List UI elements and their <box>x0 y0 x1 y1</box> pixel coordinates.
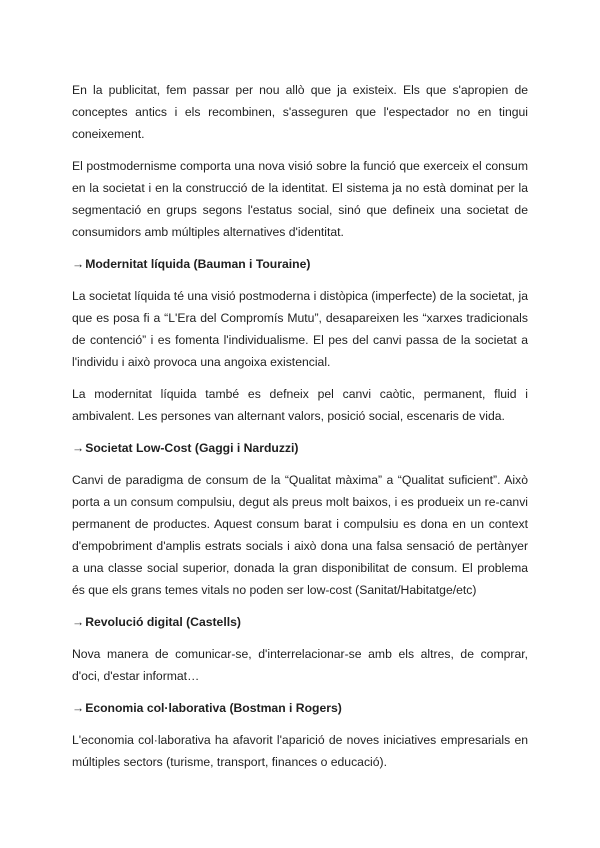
economia-collaborativa-paragraph: L'economia col·laborativa ha afavorit l'aparició de noves iniciatives empresarials en múltiples sectors (turisme, transport, finances o educació). <box>72 733 528 769</box>
section-heading-revolucio-digital <box>72 611 528 633</box>
arrow-icon: → <box>72 615 85 629</box>
revolucio-digital-paragraph: Nova manera de comunicar-se, d'interrelacionar-se amb els altres, de comprar, d'oci, d'estar informat… <box>72 647 528 683</box>
intro-paragraph-2: El postmodernisme comporta una nova visió sobre la funció que exerceix el consum en la societat i en la construcció de la identitat. El sistema ja no està dominat per la segmentació en grups segons l'estatus social, sinó que defineix una societat de consumidors amb múltiples alternatives d'identitat. <box>72 159 528 239</box>
heading-text: Modernitat líquida (Bauman i Touraine) <box>85 257 311 271</box>
modernitat-liquida-paragraph-2: La modernitat líquida també es defneix pel canvi caòtic, permanent, fluid i ambivalent. Les persones van alternant valors, posició social, escenaris de vida. <box>72 387 528 423</box>
section-heading-societat-low-cost <box>72 437 528 459</box>
section-heading-economia-collaborativa <box>72 697 528 719</box>
modernitat-liquida-paragraph-1: La societat líquida té una visió postmoderna i distòpica (imperfecte) de la societat, ja que es posa fi a “L'Era del Compromís Mutu”, desapareixen les “xarxes tradicionals de contenció” i es fomenta l'individualisme. El pes del canvi passa de la societat a l'individu i això provoca una angoixa existencial. <box>72 289 528 369</box>
heading-text: Revolució digital (Castells) <box>85 615 241 629</box>
intro-paragraph-1: En la publicitat, fem passar per nou allò que ja existeix. Els que s'apropien de conceptes antics i els recombinen, s'asseguren que l'espectador no en tingui coneixement. <box>72 83 528 141</box>
arrow-icon: → <box>72 257 85 271</box>
heading-text: Economia col·laborativa (Bostman i Rogers) <box>85 701 342 715</box>
arrow-icon: → <box>72 701 85 715</box>
section-heading-modernitat-liquida <box>72 253 528 275</box>
societat-low-cost-paragraph: Canvi de paradigma de consum de la “Qualitat màxima” a “Qualitat suficient”. Això porta a un consum compulsiu, degut als preus molt baixos, i es produeix un re-canvi permanent de productes. Aquest consum barat i compulsiu es dona en un context d'empobriment d'amplis estrats socials i això dona una falsa sensació de pertànyer a una classe social superior, donada la gran disponibilitat de consum. El problema és que els grans temes vitals no poden ser low-cost (Sanitat/Habitatge/etc) <box>72 473 528 597</box>
arrow-icon: → <box>72 441 85 455</box>
heading-text: Societat Low-Cost (Gaggi i Narduzzi) <box>85 441 299 455</box>
